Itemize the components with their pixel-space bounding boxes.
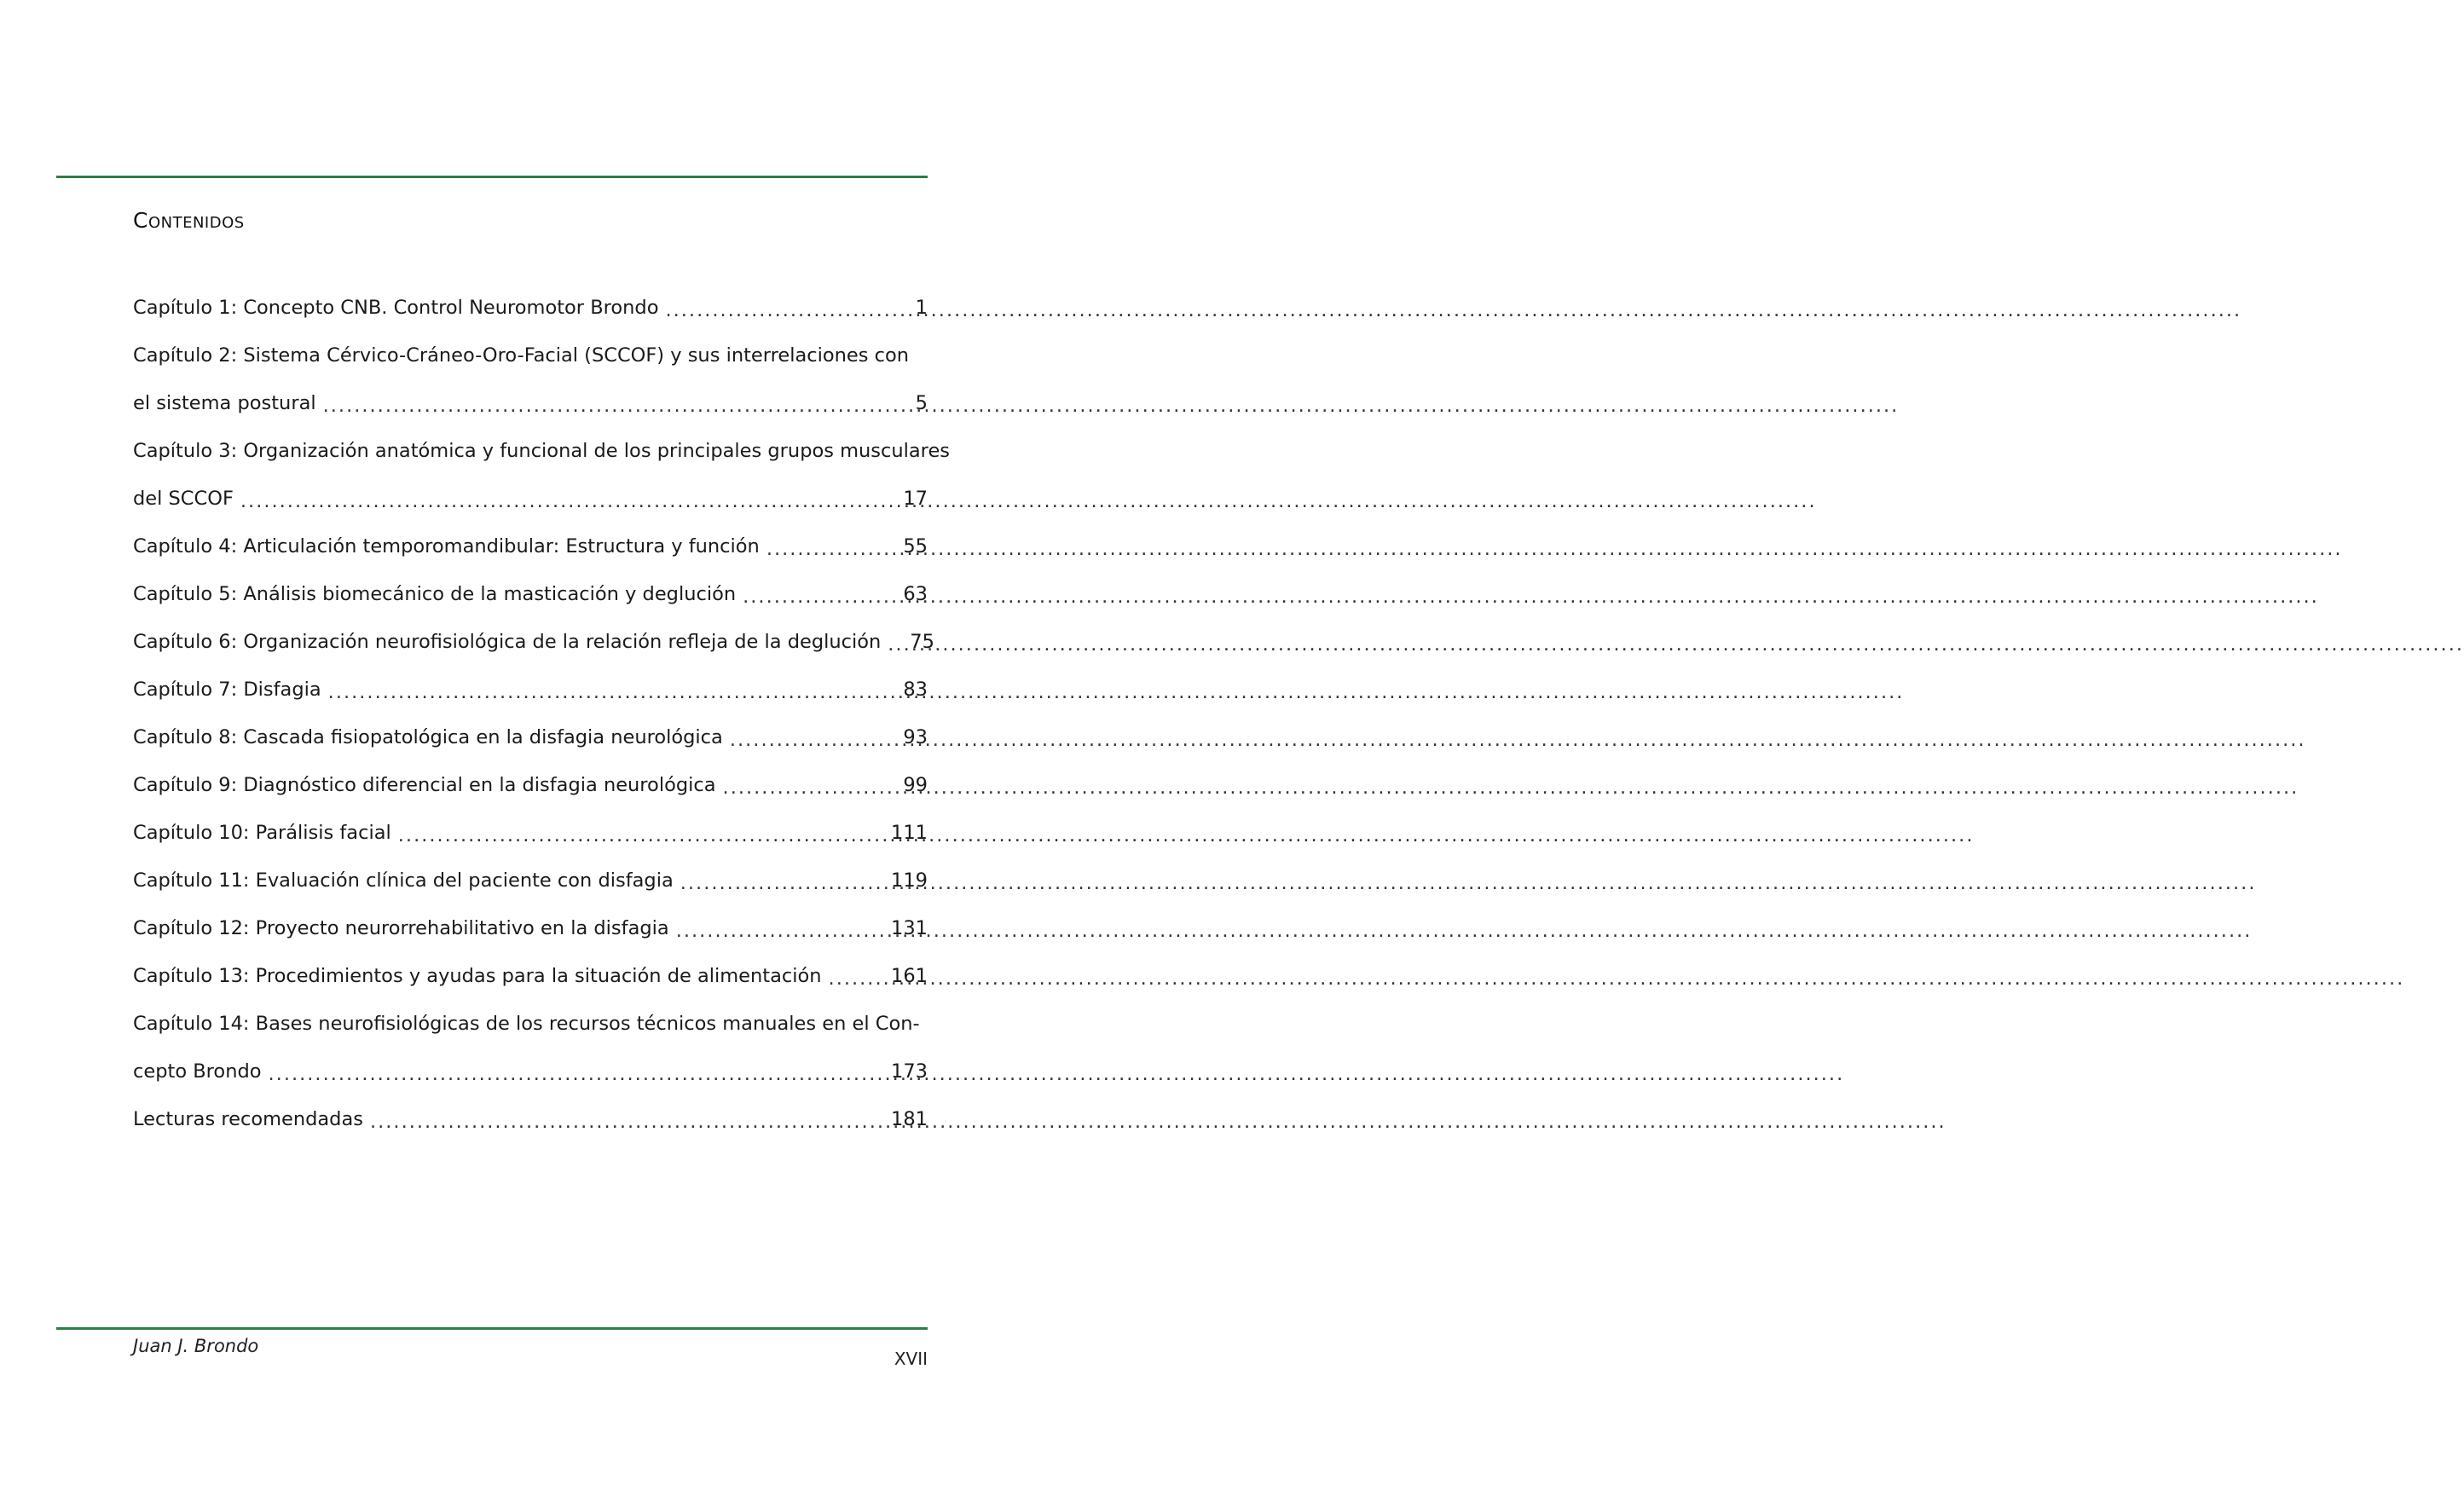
toc-entry-page: 119 [891, 869, 928, 892]
toc-leader [743, 586, 898, 608]
toc-leader [370, 1111, 886, 1133]
toc-entry[interactable] [133, 952, 928, 1000]
table-of-contents [133, 284, 951, 1143]
toc-entry-title: Lecturas recomendadas [133, 1108, 363, 1130]
toc-leader [680, 872, 886, 894]
toc-entry-page: 5 [915, 392, 928, 414]
toc-entry-page: 181 [891, 1108, 928, 1130]
toc-leader [766, 538, 899, 560]
toc-leader [676, 920, 886, 942]
toc-entry-page: 93 [903, 726, 928, 748]
toc-entry-title: Capítulo 2: Sistema Cérvico-Cráneo-Oro-Facial (SCCOF) y sus interrelaciones con [133, 344, 909, 367]
toc-entry-title: Capítulo 10: Parálisis facial [133, 822, 391, 844]
toc-entry[interactable] [133, 713, 928, 761]
toc-entry-page: 173 [891, 1060, 928, 1083]
toc-entry[interactable] [133, 809, 928, 857]
toc-entry-continuation[interactable] [133, 379, 928, 427]
toc-entry-continuation[interactable] [133, 1048, 928, 1095]
toc-entry[interactable] [133, 904, 928, 952]
toc-entry-continuation[interactable] [133, 475, 928, 523]
toc-leader [665, 299, 910, 321]
toc-entry-page: 99 [903, 774, 928, 796]
toc-leader [240, 490, 898, 512]
toc-entry[interactable] [133, 284, 928, 332]
toc-entry-title: Capítulo 1: Concepto CNB. Control Neuromotor Brondo [133, 297, 659, 319]
toc-entry-title: el sistema postural [133, 392, 316, 414]
toc-entry-title: del SCCOF [133, 488, 234, 510]
header-rule [56, 176, 928, 178]
toc-entry-page: 55 [903, 535, 928, 557]
toc-entry[interactable] [133, 427, 951, 475]
toc-entry-title: Capítulo 8: Cascada fisiopatológica en la disfagia neurológica [133, 726, 723, 748]
toc-entry-page: 63 [903, 583, 928, 605]
toc-entry[interactable] [133, 666, 928, 713]
toc-entry-page: 131 [891, 917, 928, 939]
toc-leader [328, 681, 899, 703]
toc-entry-title: Capítulo 7: Disfagia [133, 679, 321, 701]
page-title: Contenidos [133, 208, 245, 233]
toc-entry-title: cepto Brondo [133, 1060, 262, 1083]
toc-entry-page: 17 [903, 488, 928, 510]
toc-entry-page: 1 [915, 297, 928, 319]
footer-author: Juan J. Brondo [133, 1336, 259, 1356]
toc-entry[interactable] [133, 618, 934, 666]
toc-entry-page: 75 [910, 631, 934, 653]
toc-leader [730, 729, 899, 751]
toc-leader [323, 395, 911, 417]
toc-entry[interactable] [133, 332, 928, 379]
toc-entry[interactable] [133, 761, 928, 809]
toc-entry-title: Capítulo 9: Diagnóstico diferencial en la disfagia neurológica [133, 774, 716, 796]
toc-entry[interactable] [133, 523, 928, 570]
toc-entry-title: Capítulo 4: Articulación temporomandibular: Estructura y función [133, 535, 760, 557]
toc-entry-title: Capítulo 3: Organización anatómica y funcional de los principales grupos musculares [133, 440, 951, 462]
toc-entry-title: Capítulo 12: Proyecto neurorrehabilitativo en la disfagia [133, 917, 669, 939]
toc-entry-title: Capítulo 14: Bases neurofisiológicas de los recursos técnicos manuales en el Con- [133, 1013, 920, 1035]
toc-entry-page: 83 [903, 679, 928, 701]
toc-entry-title: Capítulo 6: Organización neurofisiológica de la relación refleja de la deglución [133, 631, 882, 653]
toc-entry[interactable] [133, 857, 928, 904]
page-number: XVII [894, 1349, 928, 1369]
toc-entry[interactable] [133, 1095, 928, 1143]
footer-rule [56, 1327, 928, 1330]
toc-leader [398, 824, 886, 846]
toc-entry-page: 161 [891, 965, 928, 987]
toc-leader [723, 777, 899, 799]
toc-entry-title: Capítulo 13: Procedimientos y ayudas para la situación de alimentación [133, 965, 822, 987]
toc-entry[interactable] [133, 1000, 928, 1048]
toc-entry-title: Capítulo 11: Evaluación clínica del paciente con disfagia [133, 869, 674, 892]
toc-entry-title: Capítulo 5: Análisis biomecánico de la masticación y deglución [133, 583, 737, 605]
toc-entry-page: 111 [891, 822, 928, 844]
toc-entry[interactable] [133, 570, 928, 618]
toc-leader [888, 633, 905, 656]
toc-leader [269, 1063, 887, 1085]
toc-leader [829, 967, 887, 990]
